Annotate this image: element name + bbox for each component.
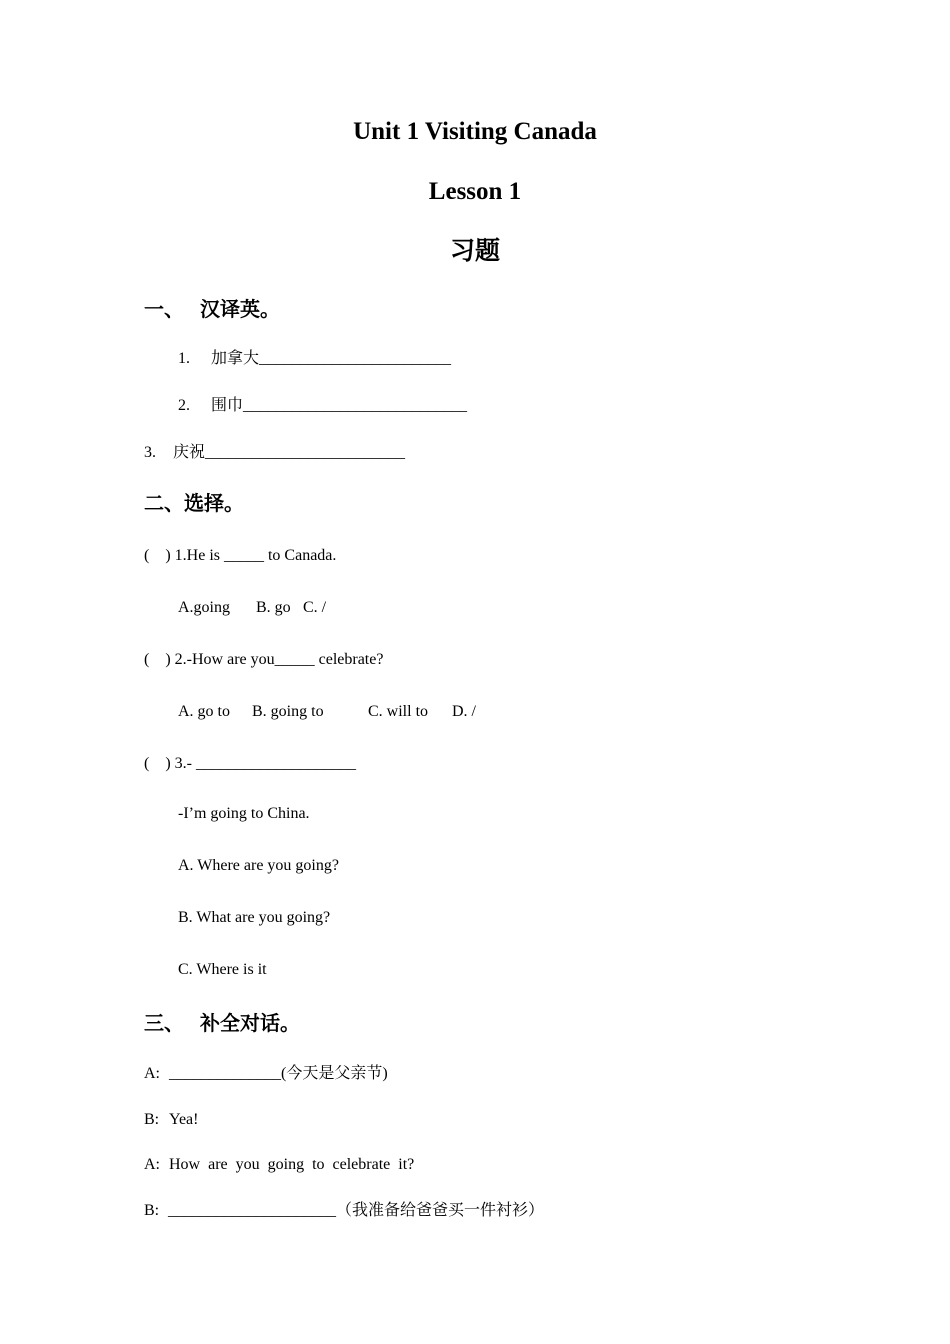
q2-option-b: B. going to [252,703,324,720]
s1-item1-number: 1. [178,350,190,367]
section1-heading: 汉译英。 [200,297,280,321]
q1-option-c: C. / [303,599,327,616]
dialog-line4-speaker: B: [144,1202,160,1219]
lesson-title: Lesson 1 [428,178,522,205]
dialog-line2-speaker: B: [144,1111,160,1128]
section3-heading: 补全对话。 [200,1011,300,1035]
s1-item3-text: 庆祝_________________________ [173,444,406,461]
q1-option-a: A.going [178,599,230,616]
dialog-line4-text: _____________________（我准备给爸爸买一件衬衫） [168,1202,545,1219]
section2-heading: 二、选择。 [144,491,244,515]
unit-title: Unit 1 Visiting Canada [353,118,597,145]
exercise-title: 习题 [449,238,500,265]
section3-number: 三、 [144,1011,184,1035]
q3-option-b: B. What are you going? [178,909,331,926]
q2-option-d: D. / [452,703,476,720]
dialog-line1-text: ______________(今天是父亲节) [169,1065,388,1082]
dialog-line1-speaker: A: [144,1065,160,1082]
q2-option-a: A. go to [178,703,230,720]
section1-number: 一、 [144,297,184,321]
dialog-line2-text: Yea! [169,1111,199,1128]
dialog-line3-speaker: A: [144,1156,160,1173]
s1-item3-number: 3. [144,444,156,461]
q1-stem: ( ) 1.He is _____ to Canada. [144,547,337,564]
s1-item2-number: 2. [178,397,190,414]
q1-option-b: B. go [256,599,291,616]
q3-stem: ( ) 3.- ____________________ [144,755,356,772]
q3-option-c: C. Where is it [178,961,267,978]
s1-item1-text: 加拿大________________________ [211,350,452,367]
q3-reply: -I’m going to China. [178,805,310,822]
s1-item2-text: 围巾____________________________ [211,397,468,414]
q2-stem: ( ) 2.-How are you_____ celebrate? [144,651,384,668]
dialog-line3-text: How are you going to celebrate it? [169,1156,415,1173]
q3-option-a: A. Where are you going? [178,857,339,874]
q2-option-c: C. will to [368,703,429,720]
